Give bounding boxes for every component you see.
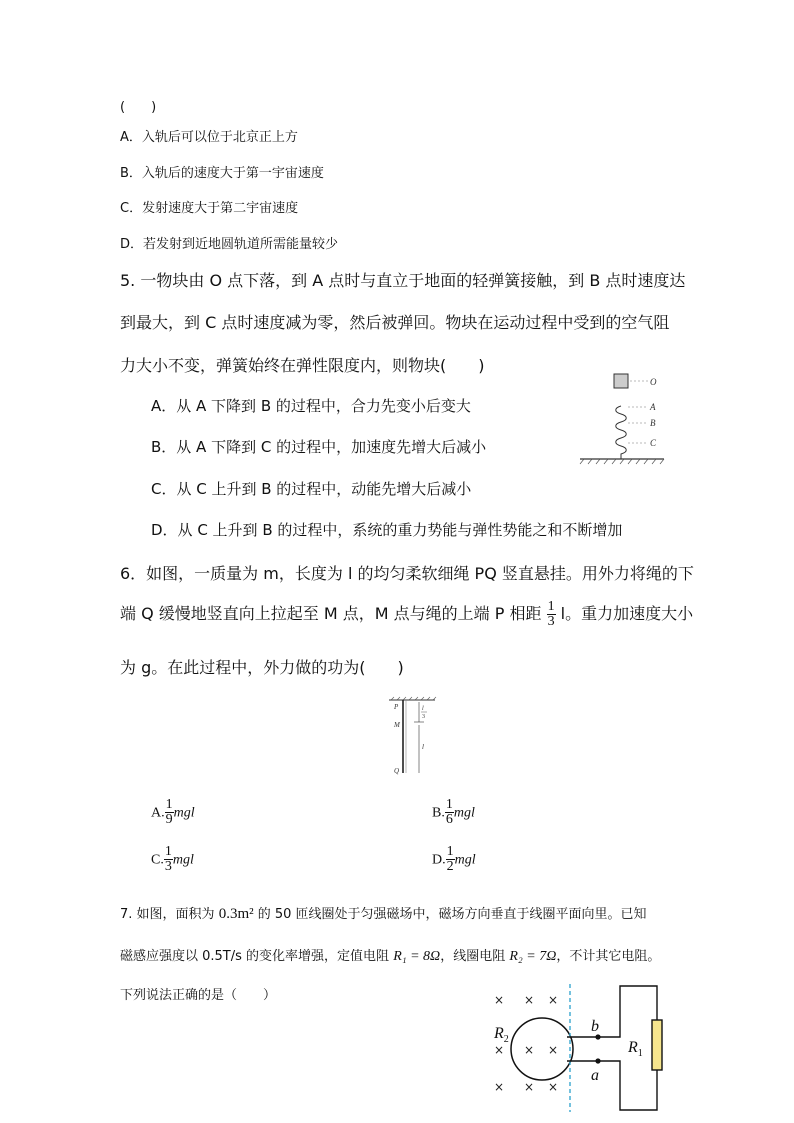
svg-text:×: ×	[548, 1080, 559, 1094]
q7-label-a: a	[591, 1067, 599, 1084]
q5-label-o: O	[650, 377, 657, 387]
q6-label-q: Q	[394, 767, 400, 775]
svg-text:×: ×	[494, 1080, 505, 1094]
svg-text:×: ×	[494, 1043, 505, 1057]
q4-answer-paren: ( )	[120, 100, 157, 115]
q6-rope-figure	[389, 697, 439, 779]
q7-label-r1: $R_1$	[628, 1039, 643, 1059]
q6-stem-line2-b: l。重力加速度大小	[560, 604, 694, 623]
q6-option-b: B. $\frac{1}{6}$ mgl	[432, 797, 475, 827]
q7-circuit-figure	[490, 982, 670, 1114]
q5-option-a: A．从 A 下降到 B 的过程中，合力先变小后变大	[151, 397, 471, 415]
q5-label-a: A	[650, 402, 656, 412]
svg-text:×: ×	[524, 1080, 535, 1094]
q6-stem-line1: 6．如图，一质量为 m，长度为 l 的均匀柔软细绳 PQ 竖直悬挂。用外力将绳的下	[120, 564, 694, 583]
q6-stem-line2	[120, 600, 693, 629]
q6-label-m: M	[394, 721, 400, 729]
q6-stem-line3: 为 g。在此过程中，外力做的功为( )	[120, 658, 404, 677]
q7-stem-line1: 7. 如图，面积为 0.3m² 的 50 匝线圈处于匀强磁场中，磁场方向垂直于线圈平面向里。已知	[120, 906, 647, 922]
q5-stem-line3: 力大小不变，弹簧始终在弹性限度内，则物块( )	[120, 356, 485, 375]
q6-label-frac-l: l	[422, 706, 424, 712]
q7-coil	[511, 1018, 573, 1080]
q5-block	[614, 374, 628, 388]
q7-r2-value: R₂ = 7Ω	[509, 949, 557, 964]
q5-spring-figure	[578, 370, 668, 466]
q5-option-b: B．从 A 下降到 C 的过程中，加速度先增大后减小	[151, 438, 487, 456]
svg-text:×: ×	[524, 1043, 535, 1057]
q6-option-a: A. $\frac{1}{9}$ mgl	[151, 797, 195, 827]
q7-stem-line3: 下列说法正确的是（ ）	[120, 988, 277, 1003]
q6-label-p: P	[394, 703, 399, 711]
q5-stem-line1: 5. 一物块由 O 点下落，到 A 点时与直立于地面的轻弹簧接触，到 B 点时速度达	[120, 271, 686, 290]
q4-option-c: C．发射速度大于第二宇宙速度	[120, 201, 299, 216]
q5-spring	[616, 406, 627, 459]
q5-label-c: C	[650, 438, 657, 448]
svg-text:×: ×	[524, 993, 535, 1007]
q7-resistor-r1	[652, 1020, 662, 1070]
svg-text:×: ×	[494, 993, 505, 1007]
q4-option-b: B．入轨后的速度大于第一宇宙速度	[120, 166, 324, 181]
q6-fraction-one-third: $\frac{1}{3}$	[547, 599, 555, 629]
q7-label-r2: $R_2$	[494, 1025, 509, 1045]
q5-option-d: D．从 C 上升到 B 的过程中，系统的重力势能与弹性势能之和不断增加	[151, 521, 623, 539]
svg-text:×: ×	[548, 993, 559, 1007]
q7-label-b: b	[591, 1018, 599, 1035]
q6-label-frac-3: 3	[422, 714, 425, 720]
q7-area-value: 0.3m²	[218, 906, 254, 922]
q6-option-d: D. $\frac{1}{2}$ mgl	[432, 844, 476, 874]
q5-label-b: B	[650, 418, 656, 428]
q6-option-c: C. $\frac{1}{3}$ mgl	[151, 844, 194, 874]
q7-stem-line2: 磁感应强度以 0.5T/s 的变化率增强，定值电阻 R₁ = 8Ω，线圈电阻 R₂ = 7Ω，不计其它电阻。	[120, 949, 661, 964]
q5-stem-line2: 到最大，到 C 点时速度减为零，然后被弹回。物块在运动过程中受到的空气阻	[120, 313, 670, 332]
q6-stem-line2-a: 端 Q 缓慢地竖直向上拉起至 M 点，M 点与绳的上端 P 相距	[120, 604, 542, 623]
q4-option-a: A．入轨后可以位于北京正上方	[120, 130, 298, 145]
q7-r1-value: R₁ = 8Ω	[393, 949, 441, 964]
svg-text:×: ×	[548, 1043, 559, 1057]
q4-option-d: D．若发射到近地圆轨道所需能量较少	[120, 237, 339, 252]
q6-label-l: l	[422, 743, 424, 751]
q5-option-c: C．从 C 上升到 B 的过程中，动能先增大后减小	[151, 480, 472, 498]
